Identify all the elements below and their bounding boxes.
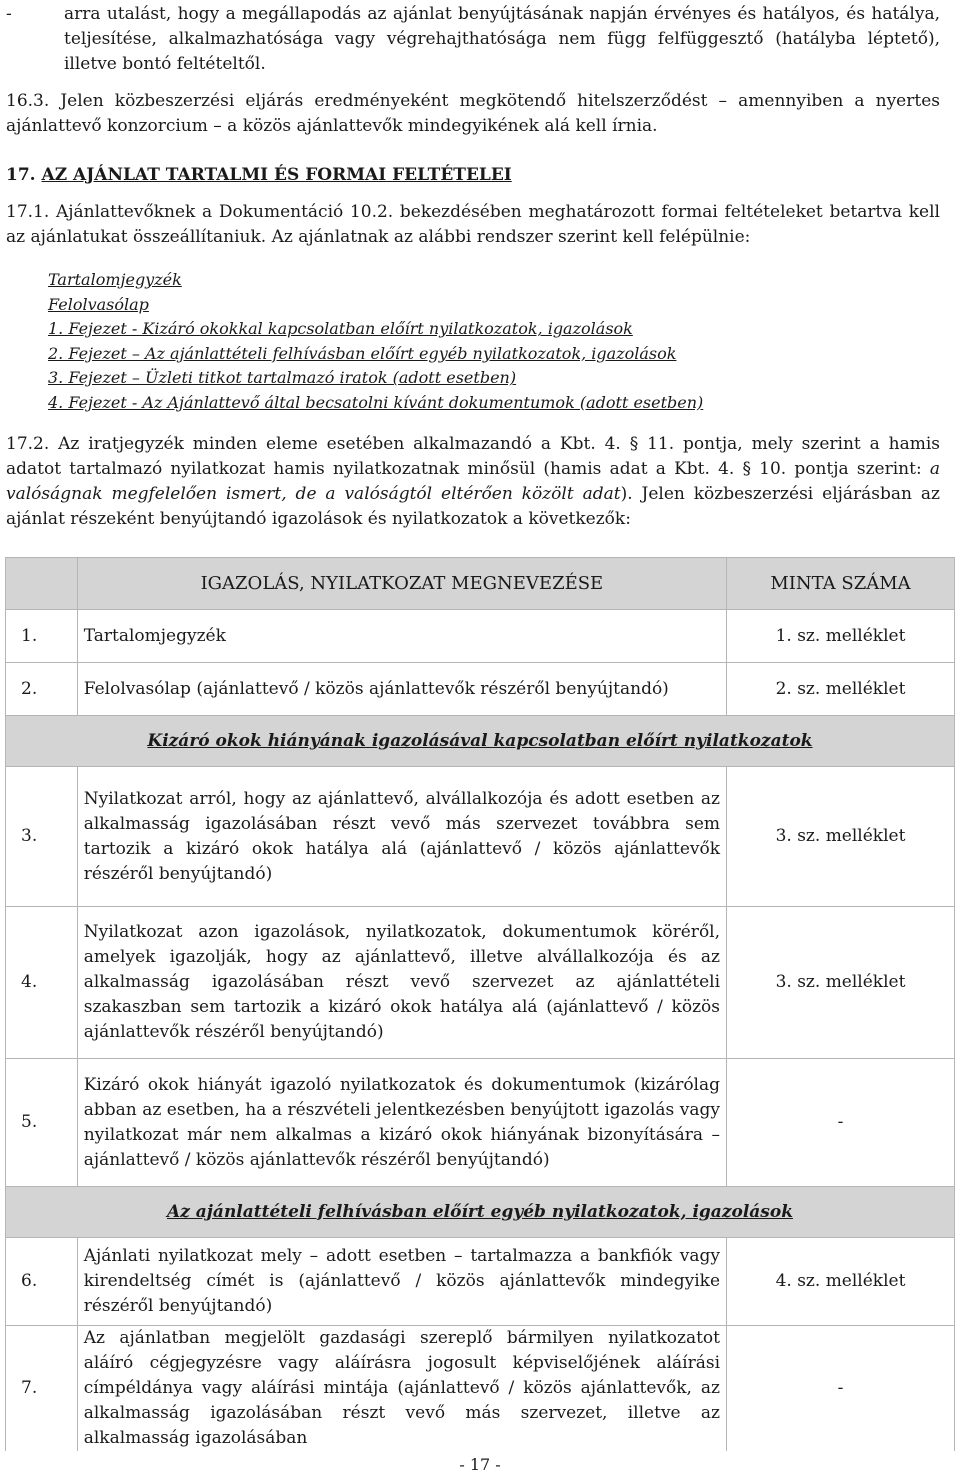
section-heading xyxy=(6,163,512,188)
structure-item: 3. Fejezet – Üzleti titkot tartalmazó iratok (adott esetben) xyxy=(48,368,517,388)
row-annex: 2. sz. melléklet xyxy=(727,663,955,716)
row-number: 4. xyxy=(6,907,78,1059)
table-row xyxy=(6,610,955,663)
page-number: - 17 - xyxy=(459,1455,501,1474)
section-number: 17. xyxy=(6,165,36,185)
row-name: Kizáró okok hiányát igazoló nyilatkozatok és dokumentumok (kizárólag abban az esetben, ha a részvételi jelentkezésben benyújtott igazolás vagy nyilatkozat már nem alkalmas a kizáró okok hiányának bizonyítására – ajánlattevő / közös ajánlattevők részéről benyújtandó) xyxy=(77,1059,726,1187)
structure-item: 2. Fejezet – Az ajánlattételi felhívásban előírt egyéb nyilatkozatok, igazolások xyxy=(48,343,677,363)
row-number: 1. xyxy=(6,610,78,663)
section-title-other: Az ajánlattételi felhívásban előírt egyéb nyilatkozatok, igazolások xyxy=(167,1201,793,1222)
documents-table xyxy=(5,557,955,1451)
table-row xyxy=(6,767,955,907)
header-annex-cell: MINTA SZÁMA xyxy=(727,558,955,610)
intro-bullet xyxy=(6,2,940,77)
table-row xyxy=(6,663,955,716)
paragraph-17-2-text-a: 17.2. Az iratjegyzék minden eleme esetében alkalmazandó a Kbt. 4. § 11. pontja, mely szerint a hamis adatot tartalmazó nyilatkozat hamis nyilatkozatnak minősül (hamis adat a Kbt. 4. § 10. pontja szerint: xyxy=(6,434,940,479)
structure-list xyxy=(48,268,703,416)
row-annex: - xyxy=(727,1326,955,1452)
row-name: Felolvasólap (ajánlattevő / közös ajánlattevők részéről benyújtandó) xyxy=(77,663,726,716)
paragraph-16-3: 16.3. Jelen közbeszerzési eljárás eredményeként megkötendő hitelszerződést – amennyiben a nyertes ajánlattevő konzorcium – a közös ajánlattevők mindegyikének alá kell írnia. xyxy=(6,91,940,136)
row-name: Nyilatkozat arról, hogy az ajánlattevő, alvállalkozója és adott esetben az alkalmasság igazolásában részt vevő más szervezet továbbra sem tartozik a kizáró okok hatálya alá (ajánlattevő / közös ajánlattevők részéről benyújtandó) xyxy=(77,767,726,907)
paragraph-17-2-text-b: ). Jelen közbeszerzési eljárásban az ajánlat részeként benyújtandó igazolások és nyilatkozatok a következők: xyxy=(6,484,940,529)
row-name: Az ajánlatban megjelölt gazdasági szereplő bármilyen nyilatkozatot aláíró cégjegyzésre vagy aláírásra jogosult képviselőjének aláírási címpéldánya vagy aláírási mintája (ajánlattevő / közös ajánlattevők, az alkalmasság igazolásában részt vevő más szervezet, illetve az alkalmasság igazolásában xyxy=(77,1326,726,1452)
row-name: Tartalomjegyzék xyxy=(77,610,726,663)
row-annex: 4. sz. melléklet xyxy=(727,1238,955,1326)
paragraph-17-1: 17.1. Ajánlattevőknek a Dokumentáció 10.2. bekezdésében meghatározott formai feltételeket betartva kell az ajánlatukat összeállítaniuk. Az ajánlatnak az alábbi rendszer szerint kell felépülnie: xyxy=(6,202,940,247)
row-name: Nyilatkozat azon igazolások, nyilatkozatok, dokumentumok köréről, amelyek igazolják, hogy az ajánlattevő, illetve alvállalkozója és az alkalmasság igazolásában részt vevő szervezet az ajánlattételi szakaszban sem tartozik a kizáró okok hatálya alá (ajánlattevő / közös ajánlattevők részéről benyújtandó) xyxy=(77,907,726,1059)
row-number: 5. xyxy=(6,1059,78,1187)
row-annex: 3. sz. melléklet xyxy=(727,767,955,907)
row-number: 3. xyxy=(6,767,78,907)
header-name-cell: IGAZOLÁS, NYILATKOZAT MEGNEVEZÉSE xyxy=(77,558,726,610)
table-section-row xyxy=(6,716,955,767)
row-number: 2. xyxy=(6,663,78,716)
structure-item: 1. Fejezet - Kizáró okokkal kapcsolatban előírt nyilatkozatok, igazolások xyxy=(48,319,633,339)
table-row xyxy=(6,907,955,1059)
table-section-row xyxy=(6,1187,955,1238)
bullet-text: arra utalást, hogy a megállapodás az ajánlat benyújtásának napján érvényes és hatályos, és hatálya, teljesítése, alkalmazhatósága vagy végrehajthatósága nem függ felfüggesztő (hatályba léptető), illetve bontó feltételtől. xyxy=(64,4,940,74)
row-number: 7. xyxy=(6,1326,78,1452)
paragraph-17-2-quote: a valóságnak megfelelően ismert, de a valóságtól eltérően közölt adat xyxy=(6,459,940,504)
structure-item: Tartalomjegyzék xyxy=(48,270,182,289)
table-row xyxy=(6,1238,955,1326)
row-name: Ajánlati nyilatkozat mely – adott esetben – tartalmazza a bankfiók vagy kirendeltség címét is (ajánlattevő / közös ajánlattevők mindegyike részéről benyújtandó) xyxy=(77,1238,726,1326)
structure-item: 4. Fejezet - Az Ajánlattevő által becsatolni kívánt dokumentumok (adott esetben) xyxy=(48,392,704,412)
row-annex: 1. sz. melléklet xyxy=(727,610,955,663)
paragraph-17-2 xyxy=(6,432,940,532)
row-number: 6. xyxy=(6,1238,78,1326)
row-annex: 3. sz. melléklet xyxy=(727,907,955,1059)
section-title: AZ AJÁNLAT TARTALMI ÉS FORMAI FELTÉTELEI xyxy=(41,165,512,185)
table-row xyxy=(6,1059,955,1187)
table-header-row xyxy=(6,558,955,610)
structure-item: Felolvasólap xyxy=(48,294,149,314)
bullet-dash: - xyxy=(6,4,12,24)
section-title-exclusion: Kizáró okok hiányának igazolásával kapcsolatban előírt nyilatkozatok xyxy=(147,730,813,751)
header-num-cell xyxy=(6,558,78,610)
row-annex: - xyxy=(727,1059,955,1187)
table-row xyxy=(6,1326,955,1452)
